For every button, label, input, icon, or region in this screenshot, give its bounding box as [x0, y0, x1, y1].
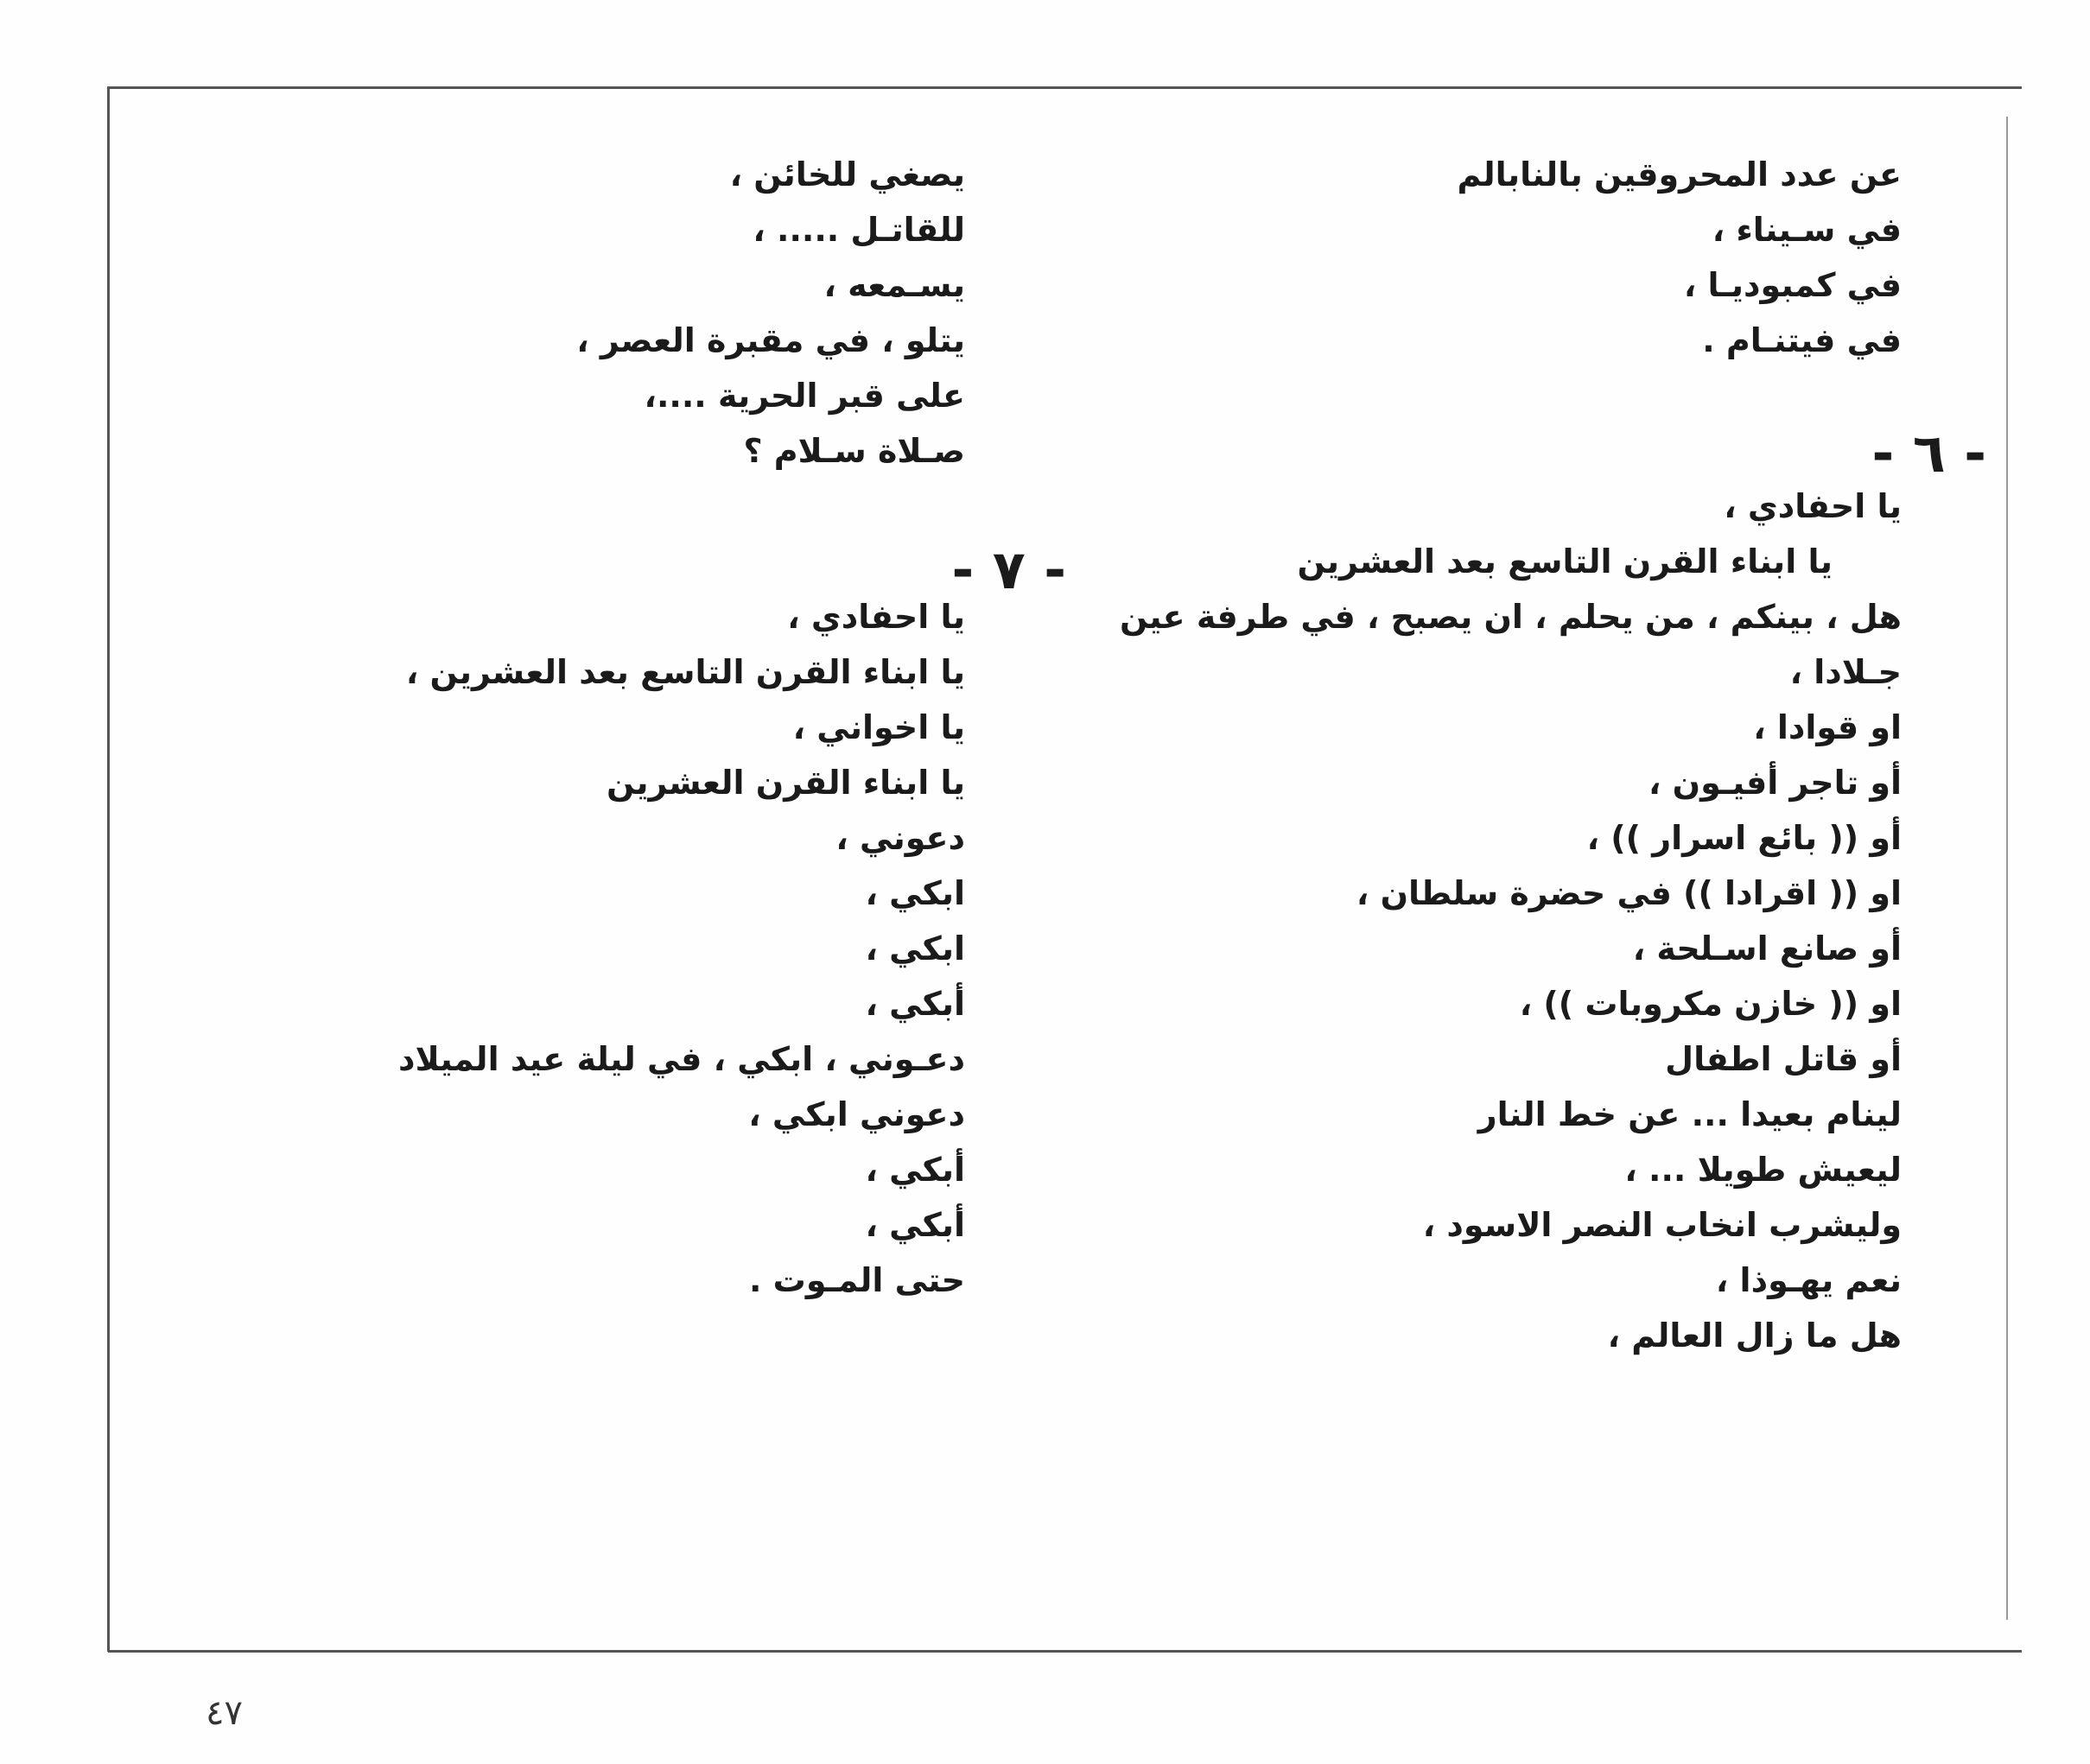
poem-line: ليعيش طويلا ... ،	[1624, 1151, 1902, 1189]
spacer	[1120, 368, 1902, 423]
poem-line: في فيتنـام .	[1702, 321, 1902, 359]
poem-line: جـلادا ،	[1789, 653, 1902, 691]
poem-line: أو (( بائع اسرار )) ،	[1586, 819, 1902, 857]
spacer	[398, 534, 965, 589]
poem-line: هل ، بينكم ، من يحلم ، ان يصبح ، في طرفة عين	[1119, 598, 1902, 636]
poem-line: يصغي للخائن ،	[729, 155, 965, 194]
poem-line: للقاتـل ..... ،	[753, 211, 965, 249]
poem-line: او (( خازن مكروبات )) ،	[1519, 985, 1902, 1023]
poem-line: هل ما زال العالم ،	[1607, 1317, 1902, 1355]
section-number-6: - ٦ -	[1871, 422, 1986, 485]
poem-line: او (( اقرادا )) في حضرة سلطان ،	[1356, 874, 1902, 912]
spacer	[398, 479, 965, 534]
section-number-7: - ٧ -	[951, 538, 1066, 601]
poem-line: يا احفادي ،	[787, 598, 965, 636]
poem-line: دعوني ابكي ،	[748, 1095, 965, 1133]
poem-line: أو قاتل اطفال	[1665, 1040, 1902, 1078]
poem-line: يسـمعه ،	[823, 266, 965, 304]
right-column	[1120, 147, 1902, 1363]
poem-line: في سـيناء ،	[1712, 211, 1902, 249]
right-border-line	[2006, 117, 2008, 1620]
poem-line: أو صانع اسـلحة ،	[1632, 930, 1902, 968]
poem-line: أبكي ،	[865, 1206, 965, 1244]
poem-line: لينام بعيدا ... عن خط النار	[1477, 1095, 1902, 1133]
poem-line: صـلاة سـلام ؟	[743, 432, 965, 470]
poem-line: دعـوني ، ابكي ، في ليلة عيد الميلاد	[397, 1040, 965, 1078]
poem-line: ابكي ،	[865, 874, 965, 912]
page-number: ٤٧	[206, 1693, 243, 1733]
left-column	[398, 147, 965, 1308]
bottom-border-line	[108, 1650, 2022, 1653]
left-border-line	[107, 86, 110, 1652]
poem-line: وليشرب انخاب النصر الاسود ،	[1422, 1206, 1902, 1244]
poem-line: ابكي ،	[865, 930, 965, 968]
poem-line: في كمبوديـا ،	[1683, 266, 1902, 304]
poem-line: على قبر الحرية ....،	[644, 377, 965, 415]
poem-line: دعوني ،	[835, 819, 965, 857]
poem-line: أبكي ،	[865, 985, 965, 1023]
poem-line: يا اخواني ،	[792, 708, 965, 746]
spacer	[1120, 423, 1902, 479]
poem-line: عن عدد المحروقين بالنابالم	[1457, 155, 1902, 194]
top-border-line	[108, 86, 2022, 89]
poem-line: يا ابناء القرن التاسع بعد العشرين ،	[405, 653, 965, 691]
poem-line: يتلو ، في مقبرة العصر ،	[576, 321, 965, 359]
poem-line: يا ابناء القرن العشرين	[607, 764, 965, 802]
poem-line: يا ابناء القرن التاسع بعد العشرين	[1297, 543, 1833, 581]
poem-line: نعم يهـوذا ،	[1715, 1261, 1902, 1299]
poem-line: أو تاجر أفيـون ،	[1648, 764, 1902, 802]
poem-line: أبكي ،	[865, 1151, 965, 1189]
poem-line: يا احفادي ،	[1724, 487, 1902, 525]
poem-line: حتى المـوت .	[748, 1261, 965, 1299]
poem-line: او قوادا ،	[1753, 708, 1902, 746]
